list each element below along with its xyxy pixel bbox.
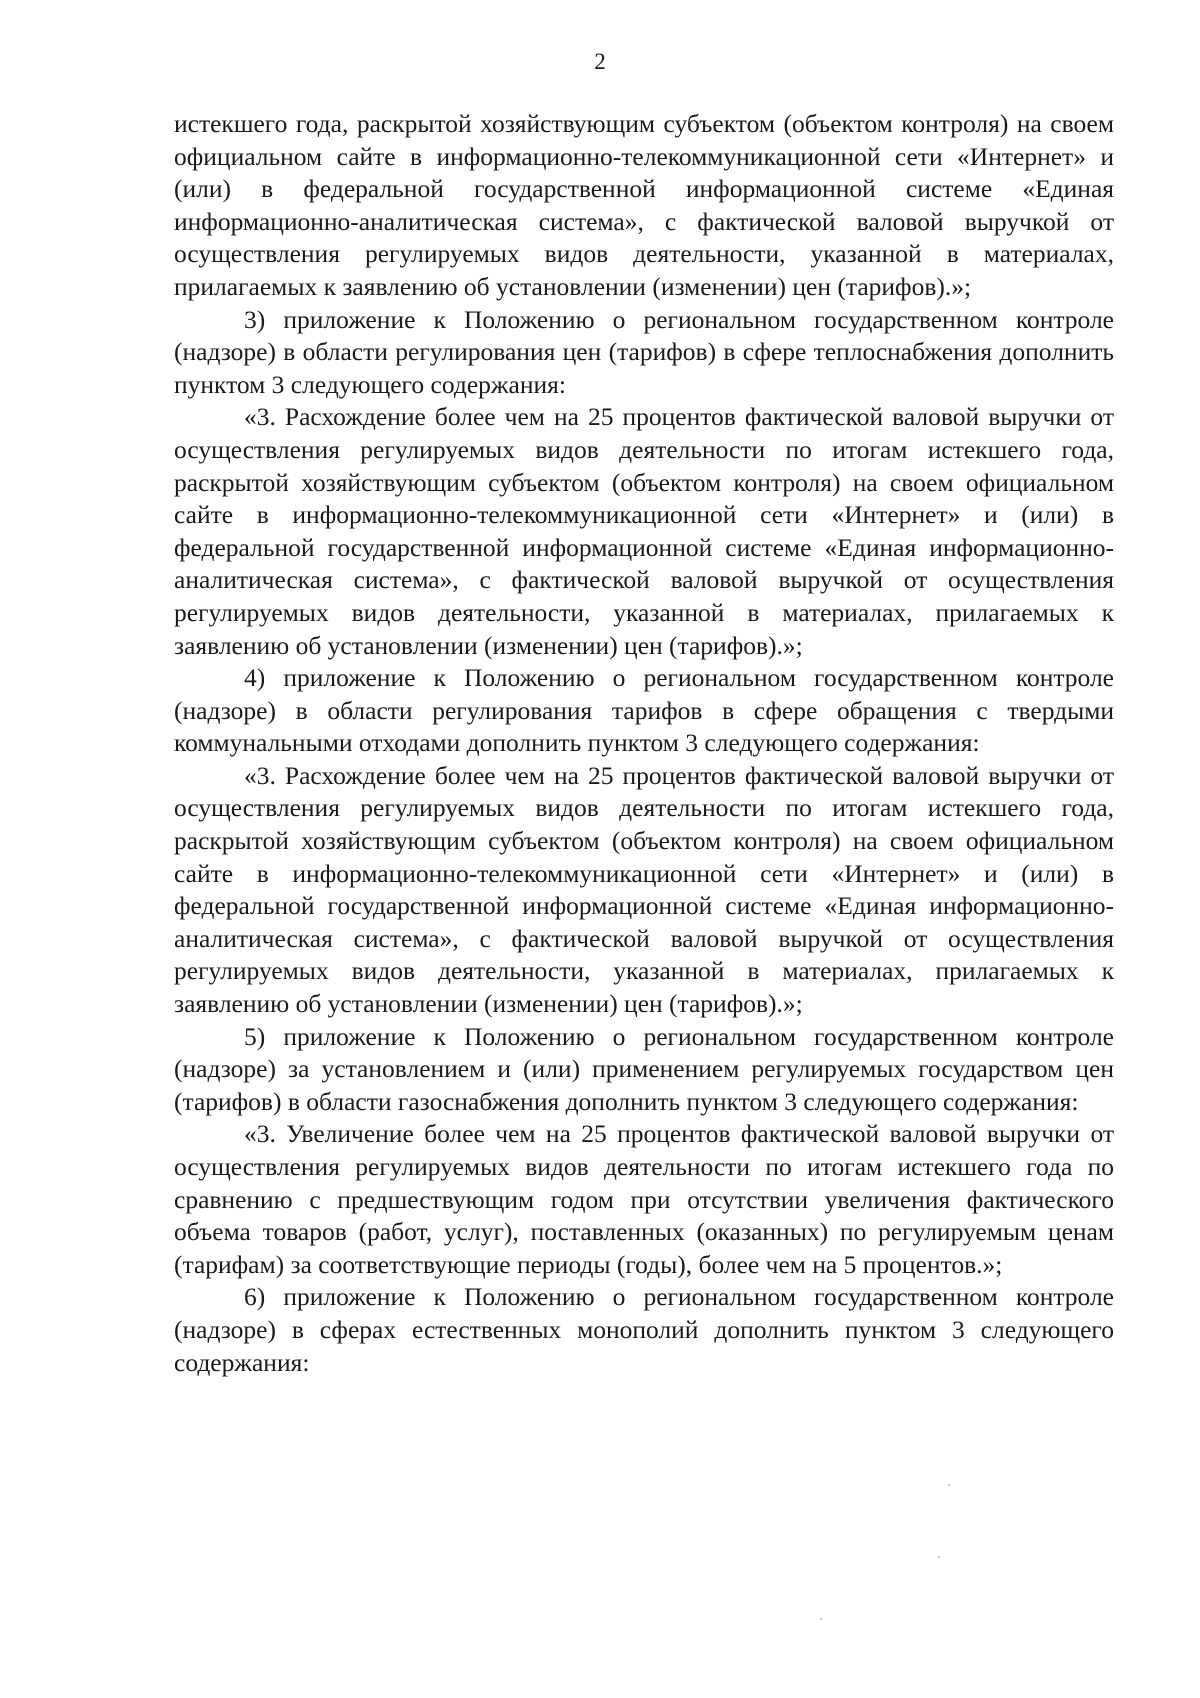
scan-speck (938, 1556, 940, 1558)
paragraph-continuation: истекшего года, раскрытой хозяйствующим субъектом (объектом контроля) на своем официальном сайте в информационно-телекоммуникационной сети «Интернет» и (или) в федеральной государственной информационной системе «Единая информационно-аналитическая система», с фактической валовой выручкой от осуществления регулируемых видов деятельности, указанной в материалах, прилагаемых к заявлению об установлении (изменении) цен (тарифов).»; (174, 109, 1114, 301)
scan-speck (948, 1484, 950, 1486)
paragraph-item-5: 5) приложение к Положению о региональном государственном контроле (надзоре) за установлением и (или) применением регулируемых государством цен (тарифов) в области газоснабжения дополнить пунктом 3 следующего содержания: (174, 1021, 1114, 1116)
paragraph-item-4: 4) приложение к Положению о региональном государственном контроле (надзоре) в области регулирования тарифов в сфере обращения с твердыми коммунальными отходами дополнить пунктом 3 следующего содержания: (174, 663, 1114, 758)
paragraph-item-4-clause: «3. Расхождение более чем на 25 процентов фактической валовой выручки от осуществления регулируемых видов деятельности по итогам истекшего года, раскрытой хозяйствующим субъектом (объектом контроля) на своем официальном сайте в информационно-телекоммуникационной сети «Интернет» и (или) в федеральной государственной информационной системе «Единая информационно-аналитическая система», с фактической валовой выручкой от осуществления регулируемых видов деятельности, указанной в материалах, прилагаемых к заявлению об установлении (изменении) цен (тарифов).»; (174, 760, 1114, 1019)
scan-speck (820, 1618, 822, 1620)
document-body (174, 108, 1114, 1379)
paragraph-item-3-clause: «3. Расхождение более чем на 25 процентов фактической валовой выручки от осуществления регулируемых видов деятельности по итогам истекшего года, раскрытой хозяйствующим субъектом (объектом контроля) на своем официальном сайте в информационно-телекоммуникационной сети «Интернет» и (или) в федеральной государственной информационной системе «Единая информационно-аналитическая система», с фактической валовой выручкой от осуществления регулируемых видов деятельности, указанной в материалах, прилагаемых к заявлению об установлении (изменении) цен (тарифов).»; (174, 402, 1114, 660)
paragraph-item-3: 3) приложение к Положению о региональном государственном контроле (надзоре) в области регулирования цен (тарифов) в сфере теплоснабжения дополнить пунктом 3 следующего содержания: (174, 304, 1114, 399)
paragraph-item-5-clause: «3. Увеличение более чем на 25 процентов фактической валовой выручки от осуществления регулируемых видов деятельности по итогам истекшего года по сравнению с предшествующим годом при отсутствии увеличения фактического объема товаров (работ, услуг), поставленных (оказанных) по регулируемым ценам (тарифам) за соответствующие периоды (годы), более чем на 5 процентов.»; (174, 1119, 1114, 1279)
page-number: 2 (594, 49, 606, 74)
paragraph-item-6: 6) приложение к Положению о региональном государственном контроле (надзоре) в сферах естественных монополий дополнить пунктом 3 следующего содержания: (174, 1282, 1114, 1377)
